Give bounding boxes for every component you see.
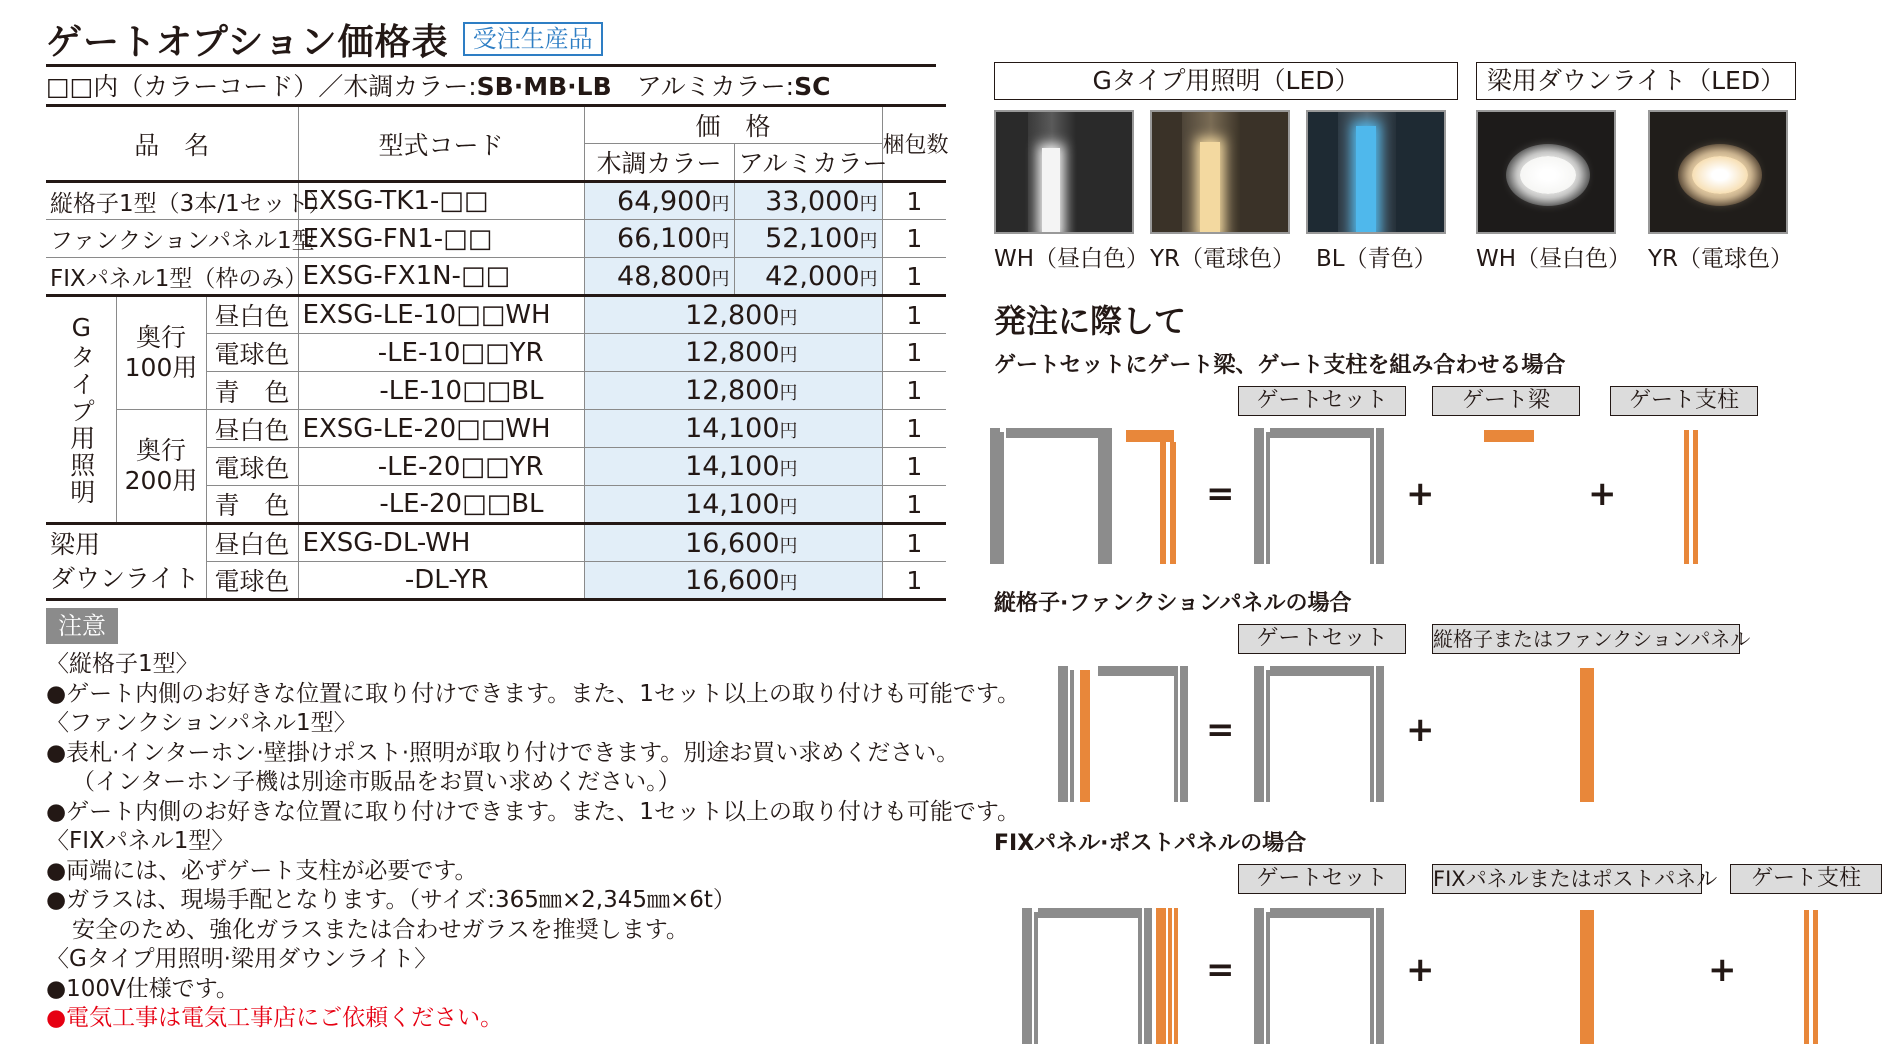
- row-price-alu: 42,000円: [734, 258, 882, 296]
- header-price: 価 格: [584, 106, 882, 144]
- photo-downlight-yr: [1648, 110, 1788, 234]
- color-note-mid: アルミカラー:: [611, 72, 795, 101]
- case2-gate-set-diagram: [1254, 666, 1394, 806]
- row-color: 電球色: [206, 562, 298, 600]
- row-code: EXSG-TK1-□□: [298, 182, 584, 220]
- row-price: 14,100円: [584, 410, 882, 448]
- row-color: 電球色: [206, 448, 298, 486]
- notes-list: [46, 650, 1021, 1034]
- table-row: [46, 220, 946, 258]
- row-price: 14,100円: [584, 448, 882, 486]
- notes-badge: 注意: [46, 608, 118, 644]
- table-row: [46, 258, 946, 296]
- led-strip: [1042, 148, 1060, 234]
- row-qty: 1: [882, 486, 946, 524]
- row-name: FIXパネル1型（枠のみ）: [46, 258, 298, 296]
- case3-post-diagram: [1804, 910, 1824, 1050]
- row-qty: 1: [882, 220, 946, 258]
- row-qty: 1: [882, 372, 946, 410]
- row-qty: 1: [882, 524, 946, 562]
- row-code: -LE-20□□BL: [298, 486, 584, 524]
- case3-title: FIXパネル·ポストパネルの場合: [994, 831, 1307, 856]
- tag-gate-set: ゲートセット: [1238, 624, 1406, 654]
- note-line: ●ゲート内側のお好きな位置に取り付けできます。また、1セット以上の取り付けも可能です。: [46, 798, 1021, 825]
- beam-and-post-shape: [1126, 430, 1176, 564]
- tag-gate-set: ゲートセット: [1238, 386, 1406, 416]
- row-price: 14,100円: [584, 486, 882, 524]
- note-line: 〈縦格子1型〉: [46, 651, 199, 677]
- plus-sign: +: [1406, 950, 1435, 990]
- row-color: 昼白色: [206, 524, 298, 562]
- note-line: （インターホン子機は別途市販品をお買い求めください。）: [72, 769, 681, 795]
- gate-set-shape: [990, 428, 1112, 564]
- case2-title: 縦格子·ファンクションパネルの場合: [994, 591, 1352, 616]
- case1-title: ゲートセットにゲート梁、ゲート支柱を組み合わせる場合: [994, 353, 1566, 378]
- row-qty: 1: [882, 182, 946, 220]
- note-line: ●両端には、必ずゲート支柱が必要です。: [46, 857, 478, 884]
- row-price: 16,600円: [584, 562, 882, 600]
- row-price: 12,800円: [584, 372, 882, 410]
- table-row: [46, 296, 946, 334]
- row-code: EXSG-FN1-□□: [298, 220, 584, 258]
- tag-fix-or-post-panel: FIXパネルまたはポストパネル: [1432, 864, 1702, 894]
- note-line: 安全のため、強化ガラスまたは合わせガラスを推奨します。: [72, 916, 689, 943]
- row-price-wood: 64,900円: [584, 182, 734, 220]
- row-code: EXSG-FX1N-□□: [298, 258, 584, 296]
- note-line: 〈FIXパネル1型〉: [46, 828, 235, 854]
- row-price: 16,600円: [584, 524, 882, 562]
- table-row: [46, 410, 946, 448]
- row-color: 青 色: [206, 372, 298, 410]
- table-header-row: [46, 106, 946, 144]
- row-price-alu: 33,000円: [734, 182, 882, 220]
- photo-led-bl: [1306, 110, 1446, 234]
- depth-200-label: 奥行 200用: [116, 410, 206, 524]
- row-qty: 1: [882, 334, 946, 372]
- header-code: 型式コード: [298, 106, 584, 182]
- row-qty: 1: [882, 296, 946, 334]
- note-line-warning: ●電気工事は電気工事店にご依頼ください。: [46, 1005, 504, 1031]
- equals-sign: =: [1206, 474, 1235, 514]
- caption-yr: YR（電球色）: [1150, 246, 1296, 272]
- row-price-wood: 48,800円: [584, 258, 734, 296]
- title-row: [46, 14, 603, 64]
- note-line: ●表札·インターホン·壁掛けポスト·照明が取り付けできます。別途お買い求めください。: [46, 739, 960, 766]
- row-code: EXSG-DL-WH: [298, 524, 584, 562]
- row-code: -LE-10□□YR: [298, 334, 584, 372]
- downlight-label-box: 梁用ダウンライト（LED）: [1476, 62, 1796, 100]
- tag-gate-beam: ゲート梁: [1432, 386, 1580, 416]
- case1-post-diagram: [1684, 430, 1704, 570]
- case1-gate-set-diagram: [1254, 428, 1394, 568]
- header-qty: 梱包数: [882, 106, 946, 182]
- row-code: EXSG-LE-10□□WH: [298, 296, 584, 334]
- table-row: [46, 524, 946, 562]
- downlight-glow: [1520, 156, 1576, 194]
- depth-100-label: 奥行 100用: [116, 296, 206, 410]
- wood-color-codes: SB·MB·LB: [476, 72, 612, 101]
- header-name: 品 名: [46, 106, 298, 182]
- alu-color-codes: SC: [794, 72, 831, 101]
- row-color: 青 色: [206, 486, 298, 524]
- row-name: 縦格子1型（3本/1セット）: [46, 182, 298, 220]
- case3-panel-diagram: [1580, 910, 1600, 1050]
- case2-combined-diagram: [1058, 666, 1198, 806]
- color-note-prefix: □□内（カラーコード）／木調カラー:: [46, 72, 477, 101]
- page-title: ゲートオプション価格表: [46, 21, 449, 63]
- caption-wh: WH（昼白色）: [994, 246, 1150, 272]
- case2-panel-diagram: [1580, 668, 1600, 808]
- row-price-alu: 52,100円: [734, 220, 882, 258]
- color-code-note: [46, 68, 830, 106]
- caption-dl-yr: YR（電球色）: [1648, 246, 1794, 272]
- price-table: [46, 104, 949, 601]
- g-type-group-label: Gタイプ用照明: [46, 296, 116, 524]
- tag-gate-post: ゲート支柱: [1730, 864, 1882, 894]
- row-code: -LE-10□□BL: [298, 372, 584, 410]
- note-line: ●ガラスは、現場手配となります。（サイズ:365㎜×2,345㎜×6t）: [46, 887, 736, 913]
- row-qty: 1: [882, 562, 946, 600]
- made-to-order-badge: 受注生産品: [463, 22, 603, 56]
- tag-gate-post: ゲート支柱: [1610, 386, 1758, 416]
- row-name: ファンクションパネル1型: [46, 220, 298, 258]
- case1-beam-diagram: [1484, 430, 1544, 450]
- title-rule: [46, 64, 936, 67]
- plus-sign: +: [1406, 710, 1435, 750]
- plus-sign: +: [1708, 950, 1737, 990]
- led-strip: [1200, 142, 1220, 234]
- row-code: EXSG-LE-20□□WH: [298, 410, 584, 448]
- case3-combined-diagram: [1022, 908, 1202, 1048]
- row-qty: 1: [882, 258, 946, 296]
- downlight-glow: [1692, 156, 1748, 194]
- row-price: 12,800円: [584, 334, 882, 372]
- plus-sign: +: [1588, 474, 1617, 514]
- caption-dl-wh: WH（昼白色）: [1476, 246, 1632, 272]
- equals-sign: =: [1206, 710, 1235, 750]
- downlight-label: 梁用 ダウンライト: [46, 524, 206, 600]
- caption-bl: BL（青色）: [1316, 246, 1437, 272]
- equals-sign: =: [1206, 950, 1235, 990]
- note-line: 〈Gタイプ用照明·梁用ダウンライト〉: [46, 946, 438, 972]
- plus-sign: +: [1406, 474, 1435, 514]
- row-color: 昼白色: [206, 296, 298, 334]
- order-section-title: 発注に際して: [994, 302, 1187, 340]
- table-row: [46, 182, 946, 220]
- row-price-wood: 66,100円: [584, 220, 734, 258]
- note-line: ●100V仕様です。: [46, 975, 239, 1002]
- row-color: 昼白色: [206, 410, 298, 448]
- row-code: -LE-20□□YR: [298, 448, 584, 486]
- photo-led-yr: [1150, 110, 1290, 234]
- g-type-lighting-label: Gタイプ用照明（LED）: [994, 62, 1458, 100]
- photo-led-wh: [994, 110, 1134, 234]
- header-wood: 木調カラー: [584, 144, 734, 182]
- note-line: 〈ファンクションパネル1型〉: [46, 710, 357, 736]
- row-code: -DL-YR: [298, 562, 584, 600]
- tag-gate-set: ゲートセット: [1238, 864, 1406, 894]
- row-qty: 1: [882, 410, 946, 448]
- row-qty: 1: [882, 448, 946, 486]
- led-strip: [1356, 126, 1376, 234]
- note-line: ●ゲート内側のお好きな位置に取り付けできます。また、1セット以上の取り付けも可能です。: [46, 680, 1021, 707]
- case1-combined-diagram: [990, 428, 1200, 568]
- case3-gate-set-diagram: [1254, 908, 1394, 1048]
- row-price: 12,800円: [584, 296, 882, 334]
- row-color: 電球色: [206, 334, 298, 372]
- photo-downlight-wh: [1476, 110, 1616, 234]
- tag-lattice-or-function-panel: 縦格子またはファンクションパネル: [1432, 624, 1740, 654]
- header-alu: アルミカラー: [734, 144, 882, 182]
